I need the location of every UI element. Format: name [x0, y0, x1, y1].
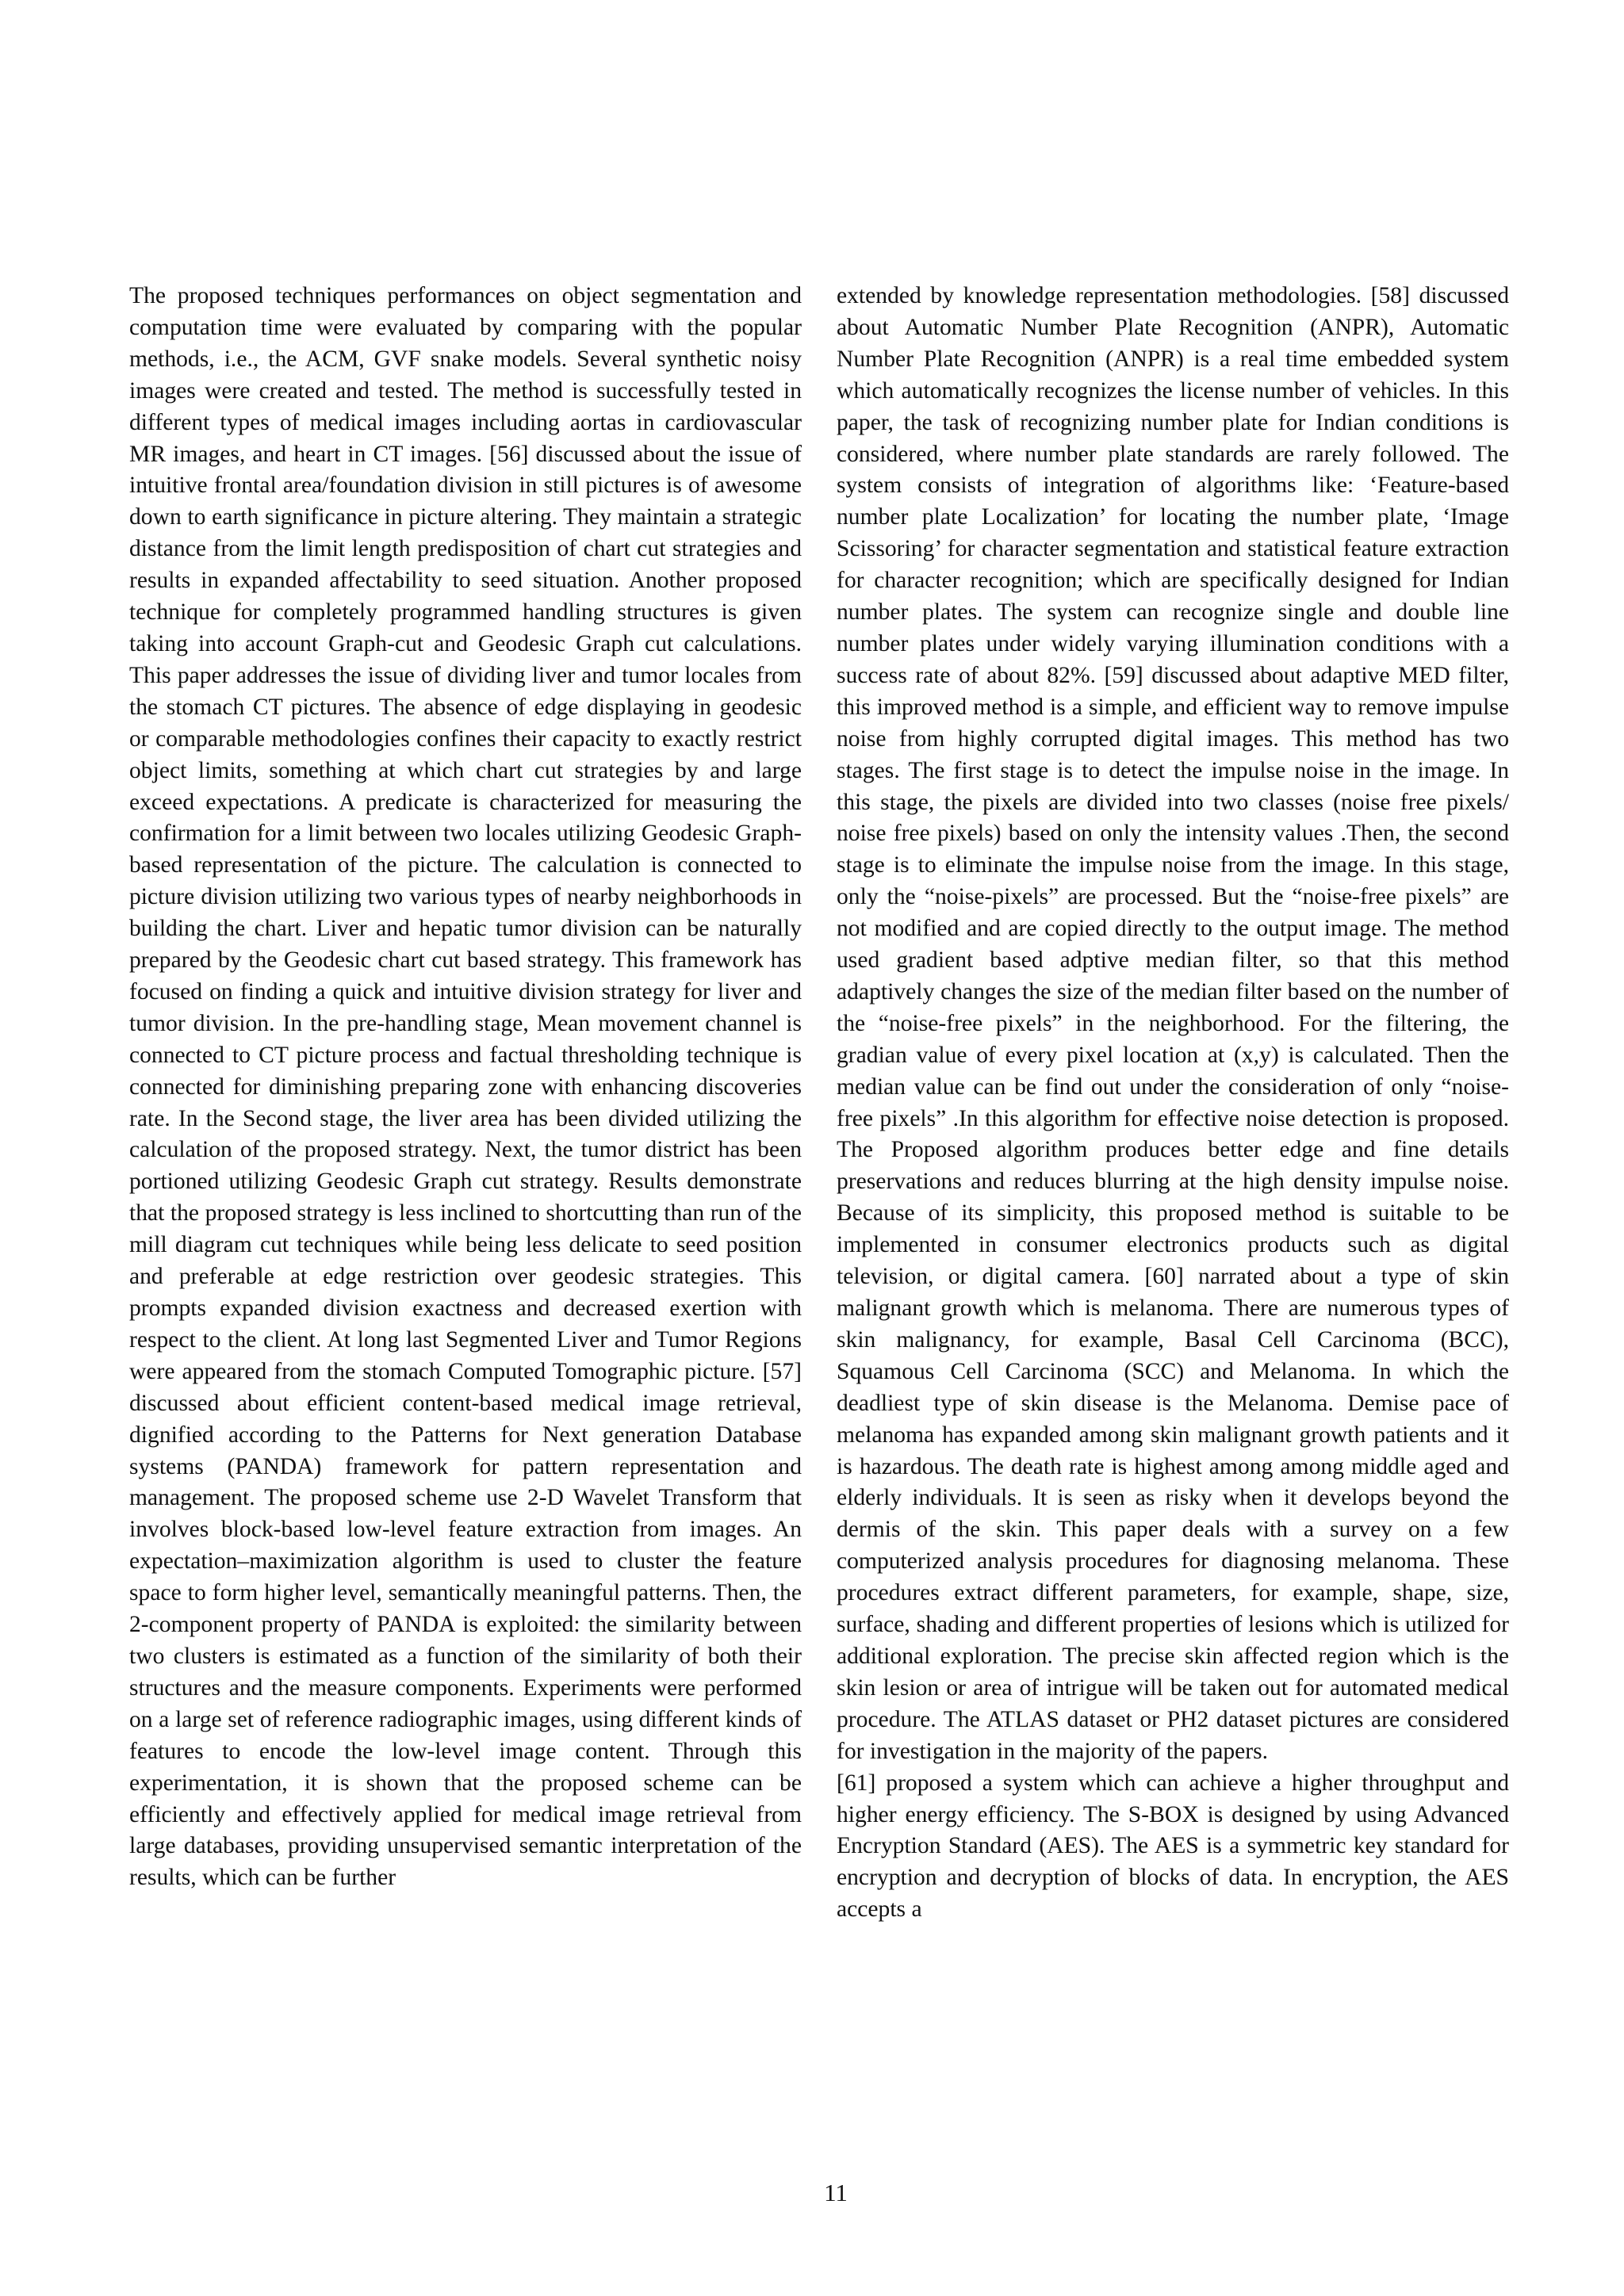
body-paragraph: [61] proposed a system which can achieve a higher throughput and higher energy efficiency. The S-BOX is designed by using Advanced Encryption Standard (AES). The AES is a symmetric key standard for encryption and decryption of blocks of data. In encryption, the AES accepts a [837, 1770, 1509, 1923]
right-column [837, 281, 1509, 1926]
body-paragraph: The proposed techniques performances on object segmentation and computation time were evaluated by comparing with the popular methods, i.e., the ACM, GVF snake models. Several synthetic noisy images were created and tested. The method is successfully tested in different types of medical images including aortas in cardiovascular MR images, and heart in CT images. [56] discussed about the issue of intuitive frontal area/foundation division in still pictures is of awesome down to earth significance in picture altering. They maintain a strategic distance from the limit length predisposition of chart cut strategies and results in expanded affectability to seed situation. Another proposed technique for completely programmed handling structures is given taking into account Graph-cut and Geodesic Graph cut calculations. This paper addresses the issue of dividing liver and tumor locales from the stomach CT pictures. The absence of edge displaying in geodesic or comparable methodologies confines their capacity to exactly restrict object limits, something at which chart cut strategies by and large exceed expectations. A predicate is characterized for measuring the confirmation for a limit between two locales utilizing Geodesic Graph-based representation of the picture. The calculation is connected to picture division utilizing two various types of nearby neighborhoods in building the chart. Liver and hepatic tumor division can be naturally prepared by the Geodesic chart cut based strategy. This framework has focused on finding a quick and intuitive division strategy for liver and tumor division. In the pre-handling stage, Mean movement channel is connected to CT picture process and factual thresholding technique is connected for diminishing preparing zone with enhancing discoveries rate. In the Second stage, the liver area has been divided utilizing the calculation of the proposed strategy. Next, the tumor district has been portioned utilizing Geodesic Graph cut strategy. Results demonstrate that the proposed strategy is less inclined to shortcutting than run of the mill diagram cut techniques while being less delicate to seed position and preferable at edge restriction over geodesic strategies. This prompts expanded division exactness and decreased exertion with respect to the client. At long last Segmented Liver and Tumor Regions were appeared from the stomach Computed Tomographic picture. [57] discussed about efficient content-based medical image retrieval, dignified according to the Patterns for Next generation Database systems (PANDA) framework for pattern representation and management. The proposed scheme use 2-D Wavelet Transform that involves block-based low-level feature extraction from images. An expectation–maximization algorithm is used to cluster the feature space to form higher level, semantically meaningful patterns. Then, the 2-component property of PANDA is exploited: the similarity between two clusters is estimated as a function of the similarity of both their structures and the measure components. Experiments were performed on a large set of reference radiographic images, using different kinds of features to encode the low-level image content. Through this experimentation, it is shown that the proposed scheme can be efficiently and effectively applied for medical image retrieval from large databases, providing unsupervised semantic interpretation of the results, which can be further [129, 283, 802, 1891]
page-number: 11 [824, 2179, 848, 2206]
body-paragraph: extended by knowledge representation methodologies. [58] discussed about Automatic Number Plate Recognition (ANPR), Automatic Number Plate Recognition (ANPR) is a real time embedded system which automatically recognizes the license number of vehicles. In this paper, the task of recognizing number plate for Indian conditions is considered, where number plate standards are rarely followed. The system consists of integration of algorithms like: ‘Feature-based number plate Localization’ for locating the number plate, ‘Image Scissoring’ for character segmentation and statistical feature extraction for character recognition; which are specifically designed for Indian number plates. The system can recognize single and double line number plates under widely varying illumination conditions with a success rate of about 82%. [59] discussed about adaptive MED filter, this improved method is a simple, and efficient way to remove impulse noise from highly corrupted digital images. This method has two stages. The first stage is to detect the impulse noise in the image. In this stage, the pixels are divided into two classes (noise free pixels/ noise free pixels) based on only the intensity values .Then, the second stage is to eliminate the impulse noise from the image. In this stage, only the “noise-pixels” are processed. But the “noise-free pixels” are not modified and are copied directly to the output image. The method used gradient based adptive median filter, so that this method adaptively changes the size of the median filter based on the number of the “noise-free pixels” in the neighborhood. For the filtering, the gradian value of every pixel location at (x,y) is calculated. Then the median value can be find out under the consideration of only “noise-free pixels” .In this algorithm for effective noise detection is proposed. The Proposed algorithm produces better edge and fine details preservations and reduces blurring at the high density impulse noise. Because of its simplicity, this proposed method is suitable to be implemented in consumer electronics products such as digital television, or digital camera. [60] narrated about a type of skin malignant growth which is melanoma. There are numerous types of skin malignancy, for example, Basal Cell Carcinoma (BCC), Squamous Cell Carcinoma (SCC) and Melanoma. In which the deadliest type of skin disease is the Melanoma. Demise pace of melanoma has expanded among skin malignant growth patients and it is hazardous. The death rate is highest among among middle aged and elderly individuals. It is seen as risky when it develops beyond the dermis of the skin. This paper deals with a survey on a few computerized analysis procedures for diagnosing melanoma. These procedures extract different parameters, for example, shape, size, surface, shading and different properties of lesions which is utilized for additional exploration. The precise skin affected region which is the skin lesion or area of intrigue will be taken out for automated medical procedure. The ATLAS dataset or PH2 dataset pictures are considered for investigation in the majority of the papers. [837, 283, 1509, 1764]
left-column [129, 281, 802, 1894]
